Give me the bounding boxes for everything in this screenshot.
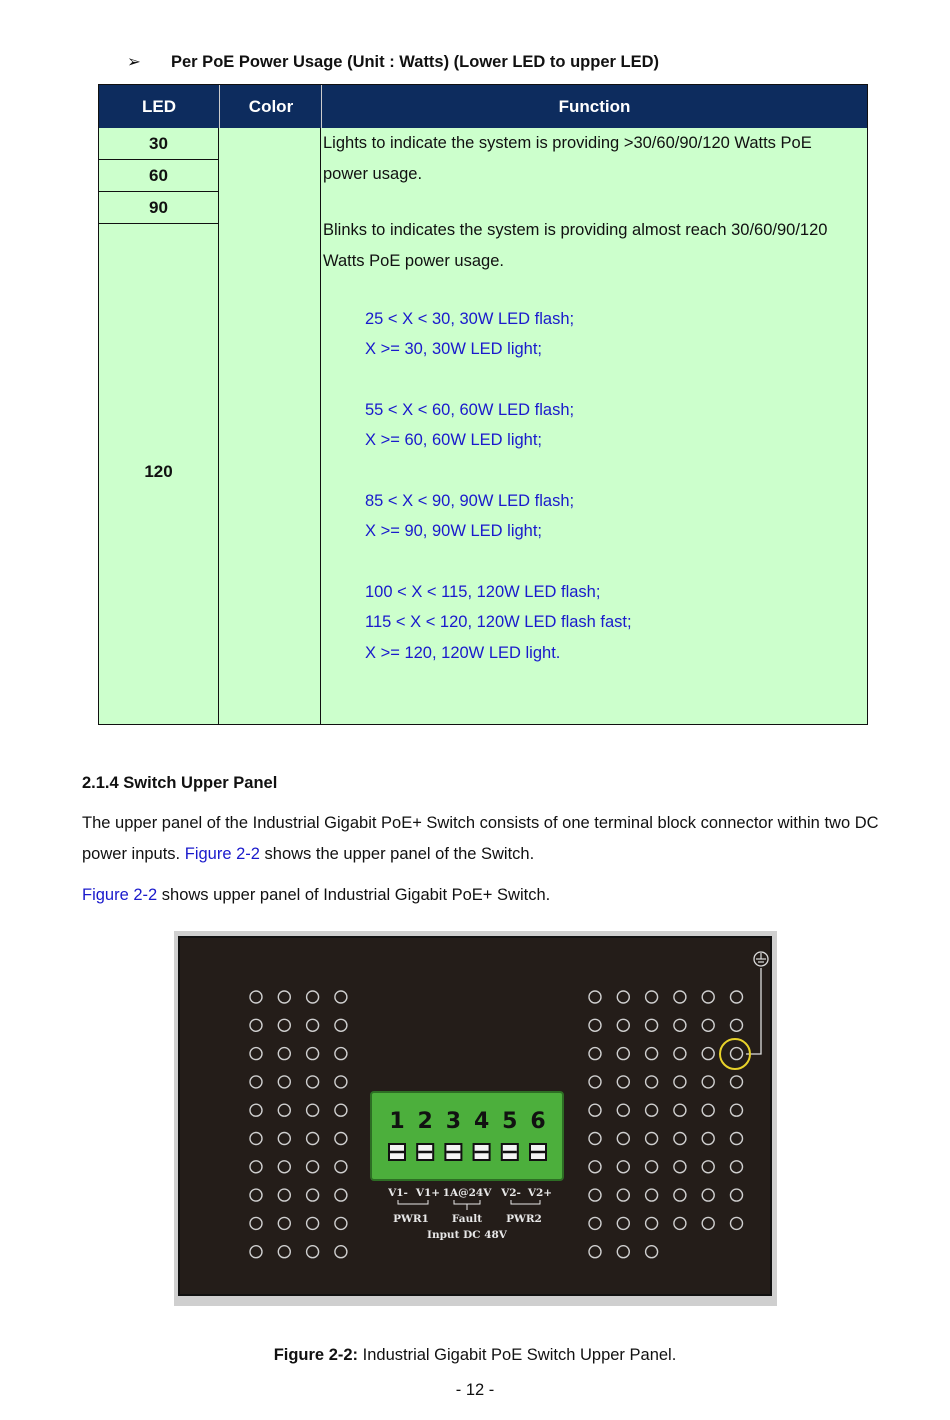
vent-hole bbox=[702, 1189, 714, 1201]
figure-link[interactable]: Figure 2-2 bbox=[184, 844, 260, 863]
label-v1-minus: V1- bbox=[388, 1187, 408, 1199]
section-heading bbox=[127, 52, 659, 72]
vent-hole bbox=[731, 1189, 743, 1201]
vent-hole bbox=[731, 1076, 743, 1088]
vent-hole bbox=[617, 1161, 629, 1173]
vent-hole bbox=[278, 1076, 290, 1088]
terminal-number: 4 bbox=[473, 1109, 490, 1134]
vent-hole bbox=[617, 1019, 629, 1031]
terminal-number: 1 bbox=[389, 1109, 405, 1134]
vent-hole bbox=[646, 1076, 658, 1088]
vent-hole bbox=[589, 1189, 601, 1201]
vent-hole bbox=[278, 1048, 290, 1060]
vent-hole bbox=[702, 991, 714, 1003]
vent-hole bbox=[335, 1048, 347, 1060]
terminal-number: 2 bbox=[417, 1109, 433, 1134]
vent-hole bbox=[702, 1019, 714, 1031]
terminal-block bbox=[371, 1092, 563, 1180]
vent-hole bbox=[335, 1104, 347, 1116]
threshold-line: 115 < X < 120, 120W LED flash fast; bbox=[365, 613, 632, 631]
switch-upper-panel bbox=[178, 936, 772, 1296]
bullet-arrow-icon: ➢ bbox=[127, 53, 141, 71]
vent-hole bbox=[646, 1104, 658, 1116]
paragraph-text: shows the upper panel of the Switch. bbox=[259, 844, 535, 863]
vent-hole bbox=[674, 1133, 686, 1145]
label-v1-plus: V1+ bbox=[415, 1187, 441, 1199]
vent-hole bbox=[731, 1104, 743, 1116]
threshold-line: X >= 60, 60W LED light; bbox=[365, 431, 543, 449]
vent-hole bbox=[250, 1133, 262, 1145]
label-v2-plus: V2+ bbox=[527, 1187, 553, 1199]
vent-hole bbox=[250, 1217, 262, 1229]
terminal-number: 6 bbox=[530, 1109, 546, 1134]
vent-hole bbox=[589, 1104, 601, 1116]
vent-hole bbox=[307, 1133, 319, 1145]
upper-panel-figure bbox=[174, 931, 777, 1306]
vent-hole bbox=[589, 991, 601, 1003]
vent-hole bbox=[335, 1076, 347, 1088]
vent-hole bbox=[646, 1161, 658, 1173]
label-brackets bbox=[398, 1200, 540, 1210]
vent-hole bbox=[278, 991, 290, 1003]
threshold-line: 25 < X < 30, 30W LED flash; bbox=[365, 310, 575, 328]
vent-hole bbox=[617, 1048, 629, 1060]
caption-text: Industrial Gigabit PoE Switch Upper Panel. bbox=[358, 1346, 677, 1364]
vent-hole bbox=[617, 1104, 629, 1116]
led-cell-90: 90 bbox=[99, 192, 218, 224]
vent-holes-left bbox=[250, 991, 347, 1258]
vent-hole bbox=[702, 1076, 714, 1088]
led-cell-120 bbox=[99, 224, 218, 724]
vent-hole bbox=[674, 1048, 686, 1060]
function-line: Watts PoE power usage. bbox=[323, 252, 504, 270]
threshold-line: X >= 30, 30W LED light; bbox=[365, 340, 543, 358]
vent-hole bbox=[646, 991, 658, 1003]
vent-hole bbox=[278, 1217, 290, 1229]
vent-hole bbox=[674, 1217, 686, 1229]
paragraph-text: shows upper panel of Industrial Gigabit PoE+ Switch. bbox=[157, 886, 551, 904]
led-cell-120-label: 120 bbox=[144, 462, 173, 481]
ground-screw-ring bbox=[720, 1039, 750, 1069]
heading-text: Per PoE Power Usage (Unit : Watts) (Lower LED to upper LED) bbox=[171, 53, 660, 71]
vent-hole bbox=[589, 1217, 601, 1229]
terminal-number: 3 bbox=[445, 1109, 462, 1134]
label-fault: Fault bbox=[451, 1213, 483, 1225]
vent-hole bbox=[731, 1019, 743, 1031]
vent-hole bbox=[307, 991, 319, 1003]
vent-hole bbox=[731, 1048, 743, 1060]
vent-hole bbox=[702, 1133, 714, 1145]
vent-hole bbox=[335, 1019, 347, 1031]
vent-hole bbox=[335, 1217, 347, 1229]
terminal-number: 5 bbox=[502, 1109, 518, 1134]
vent-hole bbox=[278, 1104, 290, 1116]
vent-hole bbox=[250, 1161, 262, 1173]
vent-hole bbox=[674, 1104, 686, 1116]
vent-hole bbox=[250, 1104, 262, 1116]
function-line: Lights to indicate the system is providing >30/60/90/120 Watts PoE bbox=[323, 134, 812, 152]
threshold-line: 85 < X < 90, 90W LED flash; bbox=[365, 492, 575, 510]
vent-hole bbox=[335, 991, 347, 1003]
paragraph-figure-ref bbox=[82, 880, 882, 911]
function-line: Blinks to indicates the system is providing almost reach 30/60/90/120 bbox=[323, 221, 828, 239]
vent-hole bbox=[617, 1246, 629, 1258]
vent-hole bbox=[335, 1189, 347, 1201]
vent-hole bbox=[589, 1161, 601, 1173]
led-column bbox=[99, 128, 219, 724]
function-column bbox=[322, 128, 867, 724]
vent-holes-right bbox=[589, 991, 743, 1258]
threshold-line: X >= 120, 120W LED light. bbox=[365, 644, 561, 662]
vent-hole bbox=[589, 1048, 601, 1060]
vent-hole bbox=[250, 991, 262, 1003]
header-color: Color bbox=[219, 85, 322, 128]
section-title: 2.1.4 Switch Upper Panel bbox=[82, 774, 278, 792]
vent-hole bbox=[307, 1076, 319, 1088]
vent-hole bbox=[278, 1246, 290, 1258]
vent-hole bbox=[646, 1246, 658, 1258]
vent-hole bbox=[617, 1133, 629, 1145]
vent-hole bbox=[731, 1133, 743, 1145]
vent-hole bbox=[335, 1161, 347, 1173]
led-table bbox=[98, 84, 868, 725]
panel-drawing bbox=[180, 938, 774, 1298]
vent-hole bbox=[674, 1189, 686, 1201]
function-line: power usage. bbox=[323, 165, 423, 183]
vent-hole bbox=[335, 1246, 347, 1258]
vent-hole bbox=[307, 1104, 319, 1116]
vent-hole bbox=[335, 1133, 347, 1145]
vent-hole bbox=[617, 1189, 629, 1201]
vent-hole bbox=[702, 1161, 714, 1173]
vent-hole bbox=[702, 1217, 714, 1229]
paragraph-text: The upper panel of the Industrial Gigabit PoE+ Switch consists of one terminal block connector within two DC power inputs. bbox=[82, 814, 879, 863]
vent-hole bbox=[250, 1019, 262, 1031]
color-column bbox=[219, 128, 321, 724]
vent-hole bbox=[731, 991, 743, 1003]
vent-hole bbox=[278, 1019, 290, 1031]
vent-hole bbox=[646, 1048, 658, 1060]
figure-caption bbox=[0, 1346, 950, 1365]
ground-wire bbox=[746, 968, 761, 1054]
vent-hole bbox=[307, 1019, 319, 1031]
label-input-dc: Input DC 48V bbox=[427, 1229, 507, 1241]
label-v2-minus: V2- bbox=[501, 1187, 521, 1199]
vent-hole bbox=[646, 1217, 658, 1229]
ground-icon bbox=[754, 952, 768, 966]
vent-hole bbox=[646, 1133, 658, 1145]
vent-hole bbox=[307, 1189, 319, 1201]
vent-hole bbox=[617, 1076, 629, 1088]
vent-hole bbox=[731, 1161, 743, 1173]
vent-hole bbox=[617, 1217, 629, 1229]
vent-hole bbox=[307, 1161, 319, 1173]
vent-hole bbox=[617, 991, 629, 1003]
vent-hole bbox=[250, 1076, 262, 1088]
page-number: - 12 - bbox=[455, 1381, 495, 1399]
vent-hole bbox=[702, 1048, 714, 1060]
threshold-line: X >= 90, 90W LED light; bbox=[365, 522, 543, 540]
label-fault-rating: 1A@24V bbox=[442, 1187, 492, 1199]
vent-hole bbox=[589, 1133, 601, 1145]
led-cell-30: 30 bbox=[99, 128, 218, 160]
led-cell-60: 60 bbox=[99, 160, 218, 192]
terminal-labels bbox=[387, 1187, 552, 1241]
threshold-line: 55 < X < 60, 60W LED flash; bbox=[365, 401, 575, 419]
vent-hole bbox=[589, 1076, 601, 1088]
vent-hole bbox=[646, 1019, 658, 1031]
paragraph-intro bbox=[82, 808, 882, 869]
header-led: LED bbox=[142, 97, 176, 116]
label-pwr2: PWR2 bbox=[506, 1213, 542, 1225]
vent-hole bbox=[250, 1189, 262, 1201]
vent-hole bbox=[250, 1246, 262, 1258]
caption-label: Figure 2-2: bbox=[273, 1346, 359, 1364]
table-header bbox=[99, 85, 867, 128]
vent-hole bbox=[589, 1246, 601, 1258]
vent-hole bbox=[307, 1246, 319, 1258]
label-pwr1: PWR1 bbox=[393, 1213, 429, 1225]
vent-hole bbox=[702, 1104, 714, 1116]
vent-hole bbox=[307, 1048, 319, 1060]
vent-hole bbox=[731, 1217, 743, 1229]
threshold-line: 100 < X < 115, 120W LED flash; bbox=[365, 583, 601, 601]
vent-hole bbox=[674, 1019, 686, 1031]
vent-hole bbox=[646, 1189, 658, 1201]
header-function: Function bbox=[321, 85, 867, 128]
vent-hole bbox=[589, 1019, 601, 1031]
vent-hole bbox=[674, 991, 686, 1003]
vent-hole bbox=[278, 1133, 290, 1145]
vent-hole bbox=[674, 1076, 686, 1088]
vent-hole bbox=[250, 1048, 262, 1060]
vent-hole bbox=[674, 1161, 686, 1173]
figure-link[interactable]: Figure 2-2 bbox=[82, 886, 158, 904]
vent-hole bbox=[278, 1189, 290, 1201]
vent-hole bbox=[278, 1161, 290, 1173]
vent-hole bbox=[307, 1217, 319, 1229]
